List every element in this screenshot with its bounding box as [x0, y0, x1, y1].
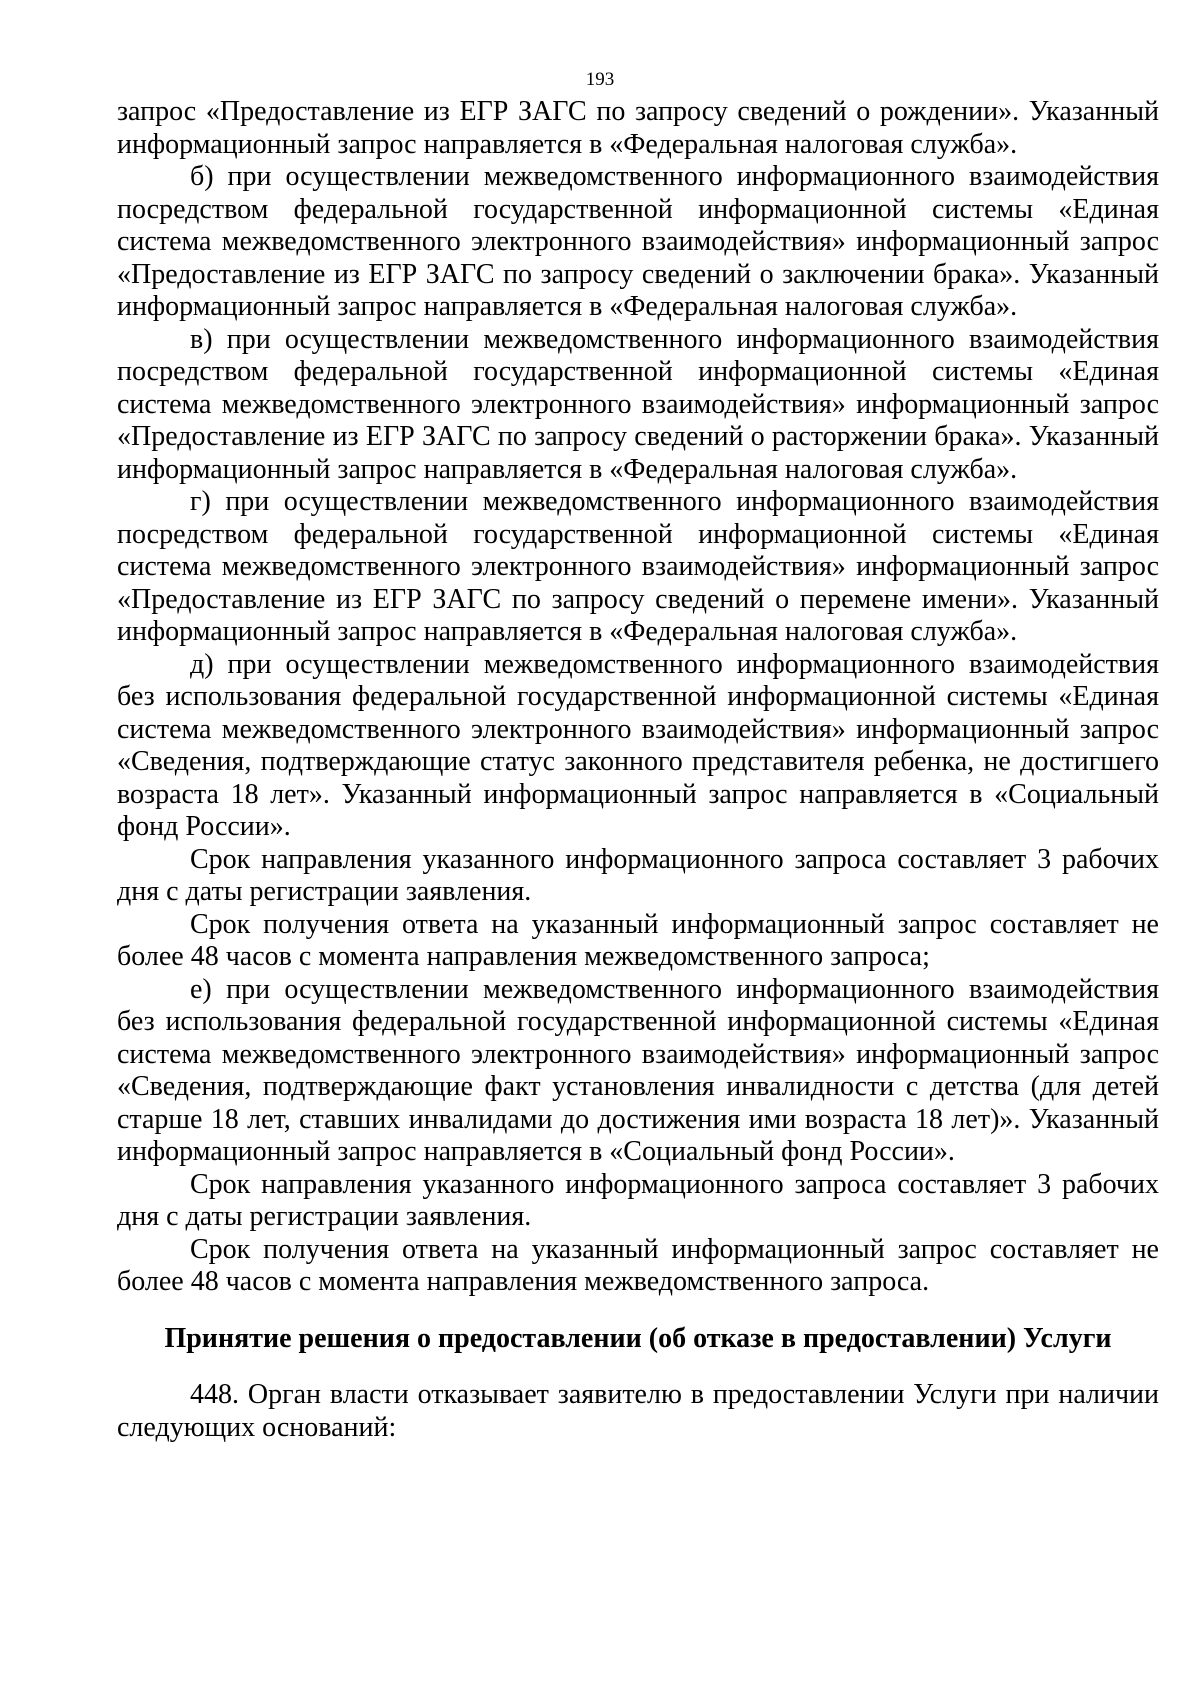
paragraph-item-g: г) при осуществлении межведомственного информационного взаимодействия посредством федеральной государственной информационной системы «Единая система межведомственного электронного взаимодействия» информационный запрос «Предоставление из ЕГР ЗАГС по запросу сведений о перемене имени». Указанный информационный запрос направляется в «Федеральная налоговая служба». [117, 486, 1159, 647]
paragraph-request-deadline: Срок направления указанного информационного запроса составляет 3 рабочих дня с даты регистрации заявления. [117, 843, 1159, 907]
page-number: 193 [585, 69, 615, 90]
paragraph-item-b: б) при осуществлении межведомственного информационного взаимодействия посредством федеральной государственной информационной системы «Единая система межведомственного электронного взаимодействия» информационный запрос «Предоставление из ЕГР ЗАГС по запросу сведений о заключении брака». Указанный информационный запрос направляется в «Федеральная налоговая служба». [117, 161, 1159, 322]
paragraph-response-deadline-2: Срок получения ответа на указанный информационный запрос составляет не более 48 часов с момента направления межведомственного запроса. [117, 1233, 1159, 1297]
paragraph-448: 448. Орган власти отказывает заявителю в предоставлении Услуги при наличии следующих оснований: [117, 1379, 1159, 1443]
paragraph-item-e: е) при осуществлении межведомственного информационного взаимодействия без использования федеральной государственной информационной системы «Единая система межведомственного электронного взаимодействия» информационный запрос «Сведения, подтверждающие факт установления инвалидности с детства (для детей старше 18 лет, ставших инвалидами до достижения ими возраста 18 лет)». Указанный информационный запрос направляется в «Социальный фонд России». [117, 973, 1159, 1167]
paragraph-response-deadline: Срок получения ответа на указанный информационный запрос составляет не более 48 часов с момента направления межведомственного запроса; [117, 908, 1159, 972]
paragraph-continuation: запрос «Предоставление из ЕГР ЗАГС по запросу сведений о рождении». Указанный информационный запрос направляется в «Федеральная налоговая служба». [117, 96, 1159, 160]
paragraph-item-d: д) при осуществлении межведомственного информационного взаимодействия без использования федеральной государственной информационной системы «Единая система межведомственного электронного взаимодействия» информационный запрос «Сведения, подтверждающие статус законного представителя ребенка, не достигшего возраста 18 лет». Указанный информационный запрос направляется в «Социальный фонд России». [117, 648, 1159, 842]
document-body [117, 96, 1159, 1444]
paragraph-item-v: в) при осуществлении межведомственного информационного взаимодействия посредством федеральной государственной информационной системы «Единая система межведомственного электронного взаимодействия» информационный запрос «Предоставление из ЕГР ЗАГС по запросу сведений о расторжении брака». Указанный информационный запрос направляется в «Федеральная налоговая служба». [117, 323, 1159, 485]
paragraph-request-deadline-2: Срок направления указанного информационного запроса составляет 3 рабочих дня с даты регистрации заявления. [117, 1168, 1159, 1232]
section-heading: Принятие решения о предоставлении (об отказе в предоставлении) Услуги [164, 1322, 1112, 1354]
